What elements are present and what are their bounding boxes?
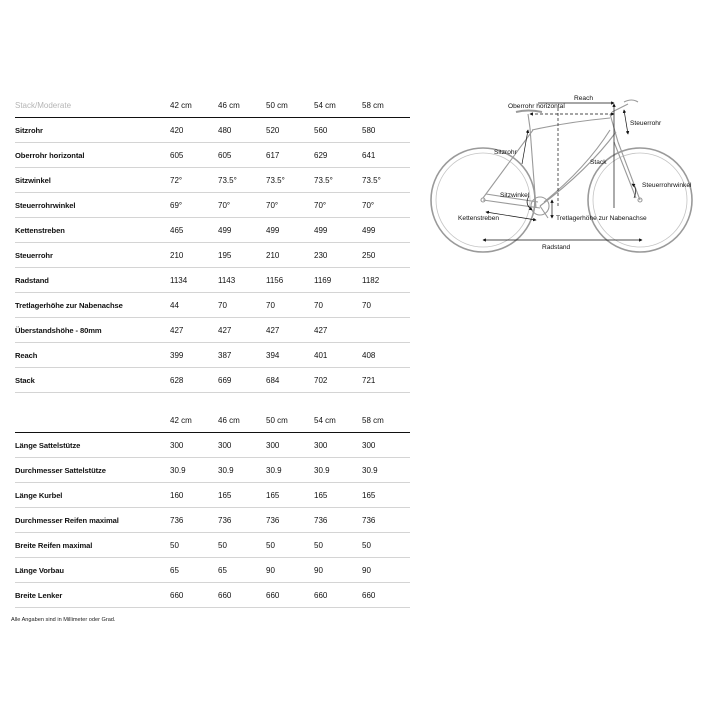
table-row [15, 193, 410, 218]
table-cell: 560 [314, 118, 362, 143]
label-sitzwinkel: Sitzwinkel [500, 192, 530, 199]
label-steuerrohr: Steuerrohr [630, 120, 662, 127]
size-header: 46 cm [218, 408, 266, 433]
table-row [15, 343, 410, 368]
table-cell: 736 [170, 508, 218, 533]
stem [612, 104, 628, 112]
table-cell: 30.9 [218, 458, 266, 483]
size-header: 54 cm [314, 408, 362, 433]
seatstay [483, 130, 533, 198]
row-label: Durchmesser Sattelstütze [15, 458, 170, 483]
table-cell: 736 [362, 508, 410, 533]
down-tube [540, 130, 616, 206]
table-cell: 499 [362, 218, 410, 243]
row-label: Reach [15, 343, 170, 368]
size-header: 58 cm [362, 93, 410, 118]
table-row [15, 268, 410, 293]
size-header: 54 cm [314, 93, 362, 118]
table-row [15, 558, 410, 583]
table-cell: 70 [218, 293, 266, 318]
table-cell: 628 [170, 368, 218, 393]
table-cell: 210 [266, 243, 314, 268]
table-cell [362, 318, 410, 343]
table-row [15, 218, 410, 243]
steuerrohr-line [624, 110, 628, 134]
table-cell: 520 [266, 118, 314, 143]
table-cell: 250 [362, 243, 410, 268]
table-cell: 427 [218, 318, 266, 343]
geometry-table [15, 93, 410, 393]
table-cell: 669 [218, 368, 266, 393]
table-cell: 70 [266, 293, 314, 318]
row-label: Überstandshöhe - 80mm [15, 318, 170, 343]
table-cell: 736 [218, 508, 266, 533]
table-row [15, 168, 410, 193]
table-cell: 90 [362, 558, 410, 583]
table-cell: 73.5° [362, 168, 410, 193]
table-cell: 399 [170, 343, 218, 368]
label-radstand: Radstand [542, 244, 571, 251]
table-cell: 427 [170, 318, 218, 343]
table-row [15, 508, 410, 533]
table-cell: 300 [266, 433, 314, 458]
table-cell: 394 [266, 343, 314, 368]
table-cell: 70° [218, 193, 266, 218]
table-cell: 629 [314, 143, 362, 168]
table-cell: 195 [218, 243, 266, 268]
top-tube [532, 118, 610, 130]
table-cell: 617 [266, 143, 314, 168]
row-label: Länge Vorbau [15, 558, 170, 583]
table-cell: 50 [218, 533, 266, 558]
table-row [15, 583, 410, 608]
table-row [15, 433, 410, 458]
table-row [15, 533, 410, 558]
table-cell: 210 [170, 243, 218, 268]
table-cell: 736 [266, 508, 314, 533]
table-cell: 1169 [314, 268, 362, 293]
table-cell: 165 [266, 483, 314, 508]
table-cell: 50 [362, 533, 410, 558]
row-label: Kettenstreben [15, 218, 170, 243]
row-label: Oberrohr horizontal [15, 143, 170, 168]
table-cell: 641 [362, 143, 410, 168]
table-cell: 408 [362, 343, 410, 368]
row-label: Breite Reifen maximal [15, 533, 170, 558]
table-header-row [15, 93, 410, 118]
table-cell: 660 [266, 583, 314, 608]
table-cell: 70° [266, 193, 314, 218]
label-kettenstreben: Kettenstreben [458, 215, 500, 222]
table-cell: 50 [170, 533, 218, 558]
table-cell: 605 [170, 143, 218, 168]
table-cell: 660 [218, 583, 266, 608]
table-cell: 427 [314, 318, 362, 343]
table-row [15, 293, 410, 318]
table-cell: 684 [266, 368, 314, 393]
stub-header: Stack/Moderate [15, 93, 170, 118]
table-cell: 165 [218, 483, 266, 508]
table-cell: 70 [314, 293, 362, 318]
size-header: 50 cm [266, 93, 314, 118]
seatpost [528, 114, 530, 128]
size-header: 46 cm [218, 93, 266, 118]
saddle [516, 111, 542, 113]
table-cell: 387 [218, 343, 266, 368]
table-row [15, 483, 410, 508]
row-label: Sitzwinkel [15, 168, 170, 193]
seat-tube [530, 128, 536, 208]
table-cell: 70° [314, 193, 362, 218]
table-cell: 73.5° [314, 168, 362, 193]
table-cell: 30.9 [362, 458, 410, 483]
table-cell: 660 [314, 583, 362, 608]
row-label: Breite Lenker [15, 583, 170, 608]
table-cell: 30.9 [170, 458, 218, 483]
table-cell: 44 [170, 293, 218, 318]
components-table [15, 408, 410, 608]
row-label: Sitzrohr [15, 118, 170, 143]
table-cell: 721 [362, 368, 410, 393]
table-row [15, 118, 410, 143]
table-cell: 1182 [362, 268, 410, 293]
label-reach: Reach [574, 95, 594, 102]
row-label: Steuerrohr [15, 243, 170, 268]
row-label: Länge Sattelstütze [15, 433, 170, 458]
label-oberrohr: Oberrohr horizontal [508, 103, 565, 110]
sitzrohr-line [522, 130, 528, 164]
label-steuerrohrwinkel: Steuerrohrwinkel [642, 182, 692, 189]
bike-geometry-diagram [428, 90, 703, 265]
table-row [15, 458, 410, 483]
table-cell: 73.5° [218, 168, 266, 193]
row-label: Stack [15, 368, 170, 393]
table-cell: 702 [314, 368, 362, 393]
table-cell: 480 [218, 118, 266, 143]
stub-header [15, 408, 170, 433]
table-cell: 499 [218, 218, 266, 243]
dimension-labels [458, 95, 692, 251]
table-cell: 73.5° [266, 168, 314, 193]
table-cell: 660 [170, 583, 218, 608]
table-cell: 160 [170, 483, 218, 508]
row-label: Radstand [15, 268, 170, 293]
table-row [15, 143, 410, 168]
label-stack: Stack [590, 159, 607, 166]
table-cell: 605 [218, 143, 266, 168]
table-cell: 401 [314, 343, 362, 368]
table-cell: 660 [362, 583, 410, 608]
row-label: Steuerrohrwinkel [15, 193, 170, 218]
table-cell: 90 [314, 558, 362, 583]
table-cell: 30.9 [314, 458, 362, 483]
table-cell: 1143 [218, 268, 266, 293]
label-sitzrohr: Sitzrohr [494, 149, 517, 156]
size-header: 58 cm [362, 408, 410, 433]
table-cell: 420 [170, 118, 218, 143]
table-header-row [15, 408, 410, 433]
fork [614, 142, 640, 200]
table-cell: 499 [266, 218, 314, 243]
table-cell: 427 [266, 318, 314, 343]
table-cell: 736 [314, 508, 362, 533]
table-cell: 65 [218, 558, 266, 583]
table-row [15, 368, 410, 393]
row-label: Durchmesser Reifen maximal [15, 508, 170, 533]
table-row [15, 318, 410, 343]
handlebar [624, 100, 638, 102]
footnote: Alle Angaben sind in Millimeter oder Grad. [11, 617, 116, 623]
label-tretlager: Tretlagerhöhe zur Nabenachse [556, 215, 647, 222]
table-cell: 90 [266, 558, 314, 583]
table-cell: 300 [314, 433, 362, 458]
table-cell: 1134 [170, 268, 218, 293]
table-cell: 300 [170, 433, 218, 458]
table-cell: 300 [362, 433, 410, 458]
table-cell: 50 [314, 533, 362, 558]
table-cell: 30.9 [266, 458, 314, 483]
table-cell: 230 [314, 243, 362, 268]
table-cell: 165 [362, 483, 410, 508]
table-cell: 499 [314, 218, 362, 243]
table-cell: 70° [362, 193, 410, 218]
table-cell: 465 [170, 218, 218, 243]
table-cell: 65 [170, 558, 218, 583]
table-cell: 72° [170, 168, 218, 193]
row-label: Länge Kurbel [15, 483, 170, 508]
table-row [15, 243, 410, 268]
size-header: 42 cm [170, 408, 218, 433]
table-cell: 1156 [266, 268, 314, 293]
table-cell: 70 [362, 293, 410, 318]
table-cell: 69° [170, 193, 218, 218]
table-cell: 300 [218, 433, 266, 458]
table-cell: 165 [314, 483, 362, 508]
table-cell: 580 [362, 118, 410, 143]
size-header: 42 cm [170, 93, 218, 118]
table-cell: 50 [266, 533, 314, 558]
row-label: Tretlagerhöhe zur Nabenachse [15, 293, 170, 318]
size-header: 50 cm [266, 408, 314, 433]
